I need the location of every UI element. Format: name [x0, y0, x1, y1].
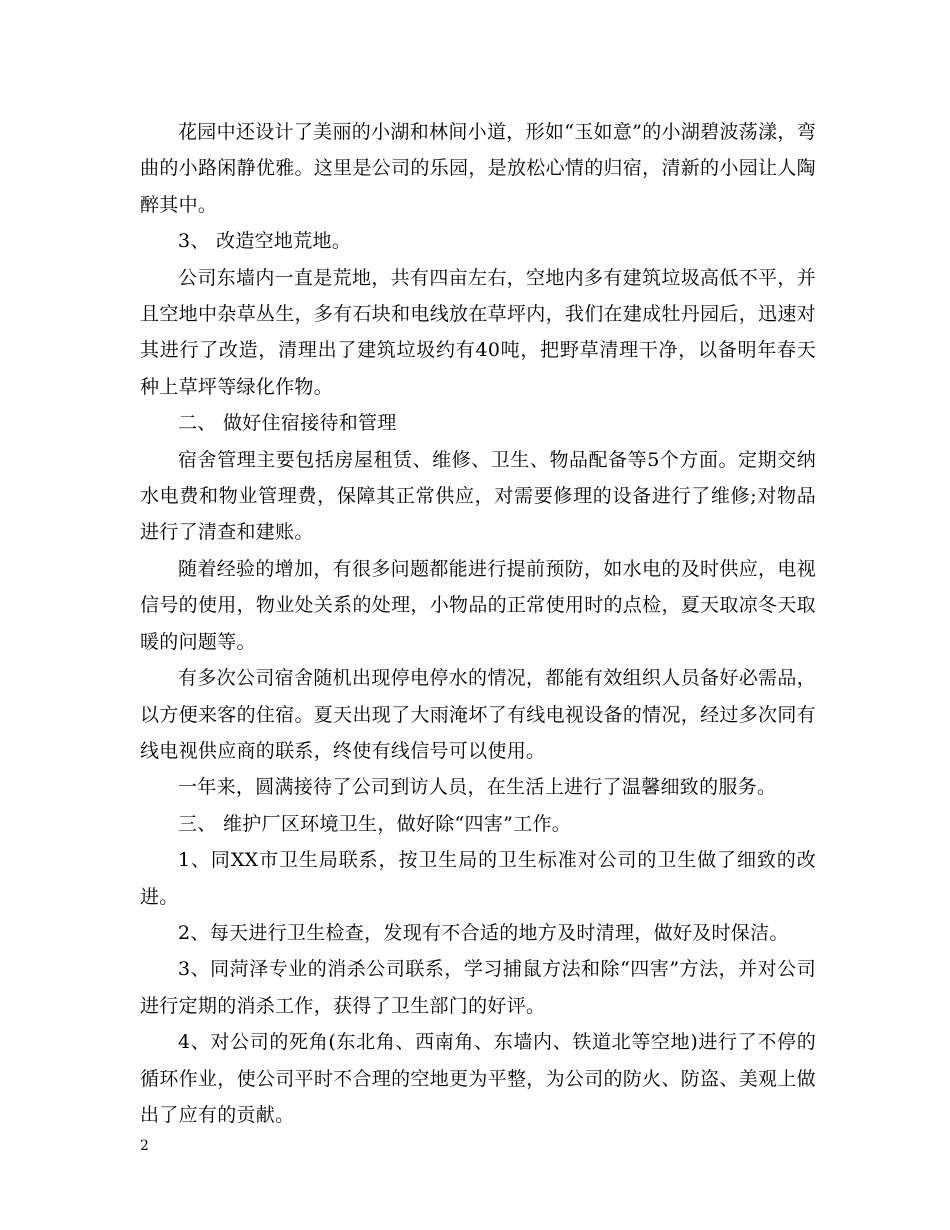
paragraph-outage-handling: 有多次公司宿舍随机出现停电停水的情况，都能有效组织人员备好必需品，以方便来客的住宿。夏天出现了大雨淹坏了有线电视设备的情况，经过多次同有线电视供应商的联系，终使有线信号可以使用。 — [140, 667, 816, 762]
list-item-dead-corners: 4、对公司的死角(东北角、西南角、东墙内、铁道北等空地)进行了不停的循环作业，使公司平时不合理的空地更为平整，为公司的防火、防盗、美观上做出了应有的贡献。 — [140, 1031, 816, 1126]
paragraph-garden-lake: 花园中还设计了美丽的小湖和林间小道，形如“玉如意”的小湖碧波荡漾，弯曲的小路闲静优雅。这里是公司的乐园，是放松心情的归宿，清新的小园让人陶醉其中。 — [140, 121, 816, 216]
page-number: 2 — [140, 1138, 149, 1154]
paragraph-dormitory-management: 宿舍管理主要包括房屋租赁、维修、卫生、物品配备等5个方面。定期交纳水电费和物业管理费，保障其正常供应，对需要修理的设备进行了维修;对物品进行了清查和建账。 — [140, 448, 816, 544]
document-body — [140, 114, 816, 1133]
list-item-health-bureau: 1、同XX市卫生局联系，按卫生局的卫生标准对公司的卫生做了细致的改进。 — [140, 849, 816, 908]
heading-accommodation-management: 二、 做好住宿接待和管理 — [178, 412, 397, 435]
list-item-daily-inspection: 2、每天进行卫生检查，发现有不合适的地方及时清理，做好及时保洁。 — [178, 921, 789, 944]
paragraph-reception-summary: 一年来，圆满接待了公司到访人员，在生活上进行了温馨细致的服务。 — [178, 776, 777, 799]
paragraph-experience-prevention: 随着经验的增加，有很多问题都能进行提前预防，如水电的及时供应，电视信号的使用，物业处关系的处理，小物品的正常使用时的点检，夏天取凉冬天取暖的问题等。 — [140, 557, 816, 653]
heading-environmental-hygiene: 三、 维护厂区环境卫生，做好除“四害”工作。 — [178, 812, 572, 835]
list-item-pest-control: 3、同菏泽专业的消杀公司联系，学习捕鼠方法和除“四害”方法，并对公司进行定期的消杀工作，获得了卫生部门的好评。 — [140, 958, 816, 1017]
heading-renovate-wasteland: 3、 改造空地荒地。 — [178, 230, 352, 253]
paragraph-east-wall-wasteland: 公司东墙内一直是荒地，共有四亩左右，空地内多有建筑垃圾高低不平，并且空地中杂草丛生，多有石块和电线放在草坪内，我们在建成牡丹园后，迅速对其进行了改造，清理出了建筑垃圾约有40吨，把野草清理干净，以备明年春天种上草坪等绿化作物。 — [140, 266, 816, 398]
